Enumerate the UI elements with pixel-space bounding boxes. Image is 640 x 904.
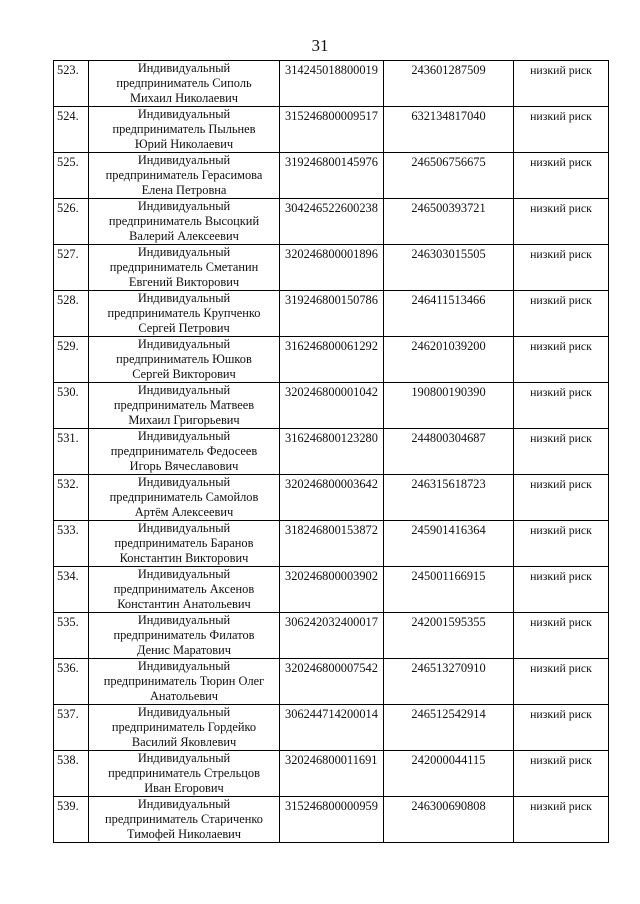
table-row [54,475,609,521]
entrepreneur-name-cell [89,337,280,383]
row-number-cell: 537. [54,705,89,751]
risk-category-cell: низкий риск [514,383,609,429]
entrepreneur-name-line: Индивидуальный [137,153,231,167]
registry-table-body [54,61,609,843]
table-row [54,291,609,337]
entrepreneur-name-line: предприниматель Юшков [116,352,252,366]
ogrn-cell: 316246800061292 [280,337,384,383]
entrepreneur-name-line: предприниматель Аксенов [113,582,255,596]
row-number-cell: 538. [54,751,89,797]
entrepreneur-name-line: предприниматель Баранов [114,536,254,550]
row-number-cell: 530. [54,383,89,429]
ogrn-cell: 314245018800019 [280,61,384,107]
ogrn-cell: 304246522600238 [280,199,384,245]
entrepreneur-name-cell [89,567,280,613]
entrepreneur-name-line: Василий Яковлевич [131,735,237,749]
risk-category-cell: низкий риск [514,199,609,245]
entrepreneur-name-cell [89,291,280,337]
entrepreneur-name-line: Индивидуальный [137,61,231,75]
inn-cell: 632134817040 [384,107,514,153]
entrepreneur-name-line: предприниматель Сиполь [116,76,252,90]
risk-category-cell: низкий риск [514,337,609,383]
risk-category-cell: низкий риск [514,61,609,107]
row-number-cell: 527. [54,245,89,291]
entrepreneur-name-cell [89,521,280,567]
ogrn-cell: 320246800007542 [280,659,384,705]
ogrn-cell: 315246800000959 [280,797,384,843]
ogrn-cell: 306244714200014 [280,705,384,751]
row-number-cell: 534. [54,567,89,613]
table-row [54,429,609,475]
risk-category-cell: низкий риск [514,613,609,659]
inn-cell: 246315618723 [384,475,514,521]
row-number-cell: 524. [54,107,89,153]
row-number-cell: 536. [54,659,89,705]
entrepreneur-name-line: Индивидуальный [137,199,231,213]
entrepreneur-name-line: Евгений Викторович [128,275,240,289]
inn-cell: 246500393721 [384,199,514,245]
entrepreneur-name-line: Индивидуальный [137,797,231,811]
entrepreneur-name-line: Константин Анатольевич [117,597,251,611]
entrepreneur-name-line: Тимофей Николаевич [126,827,242,841]
entrepreneur-name-line: Иван Егорович [144,781,224,795]
inn-cell: 243601287509 [384,61,514,107]
entrepreneur-name-line: предприниматель Пыльнев [112,122,256,136]
entrepreneur-name-line: Индивидуальный [137,429,231,443]
risk-category-cell: низкий риск [514,567,609,613]
entrepreneur-name-line: предприниматель Гордейко [111,720,257,734]
entrepreneur-name-line: Денис Маратович [136,643,231,657]
table-row [54,199,609,245]
registry-table [53,60,609,843]
entrepreneur-name-cell [89,659,280,705]
entrepreneur-name-line: предприниматель Крупченко [107,306,261,320]
entrepreneur-name-line: Юрий Николаевич [134,137,234,151]
entrepreneur-name-line: Индивидуальный [137,521,231,535]
entrepreneur-name-line: Индивидуальный [137,107,231,121]
inn-cell: 246303015505 [384,245,514,291]
row-number-cell: 532. [54,475,89,521]
entrepreneur-name-line: Елена Петровна [141,183,227,197]
entrepreneur-name-line: предприниматель Стрельцов [108,766,260,780]
row-number-cell: 528. [54,291,89,337]
ogrn-cell: 319246800150786 [280,291,384,337]
entrepreneur-name-cell [89,153,280,199]
entrepreneur-name-line: Сергей Петрович [138,321,230,335]
entrepreneur-name-line: Михаил Григорьевич [128,413,240,427]
ogrn-cell: 306242032400017 [280,613,384,659]
entrepreneur-name-line: Сергей Викторович [132,367,236,381]
table-row [54,751,609,797]
risk-category-cell: низкий риск [514,705,609,751]
table-row [54,521,609,567]
entrepreneur-name-cell [89,705,280,751]
risk-category-cell: низкий риск [514,797,609,843]
risk-category-cell: низкий риск [514,153,609,199]
entrepreneur-name-cell [89,107,280,153]
ogrn-cell: 318246800153872 [280,521,384,567]
row-number-cell: 523. [54,61,89,107]
risk-category-cell: низкий риск [514,475,609,521]
entrepreneur-name-line: предприниматель Высоцкий [108,214,260,228]
risk-category-cell: низкий риск [514,429,609,475]
inn-cell: 246506756675 [384,153,514,199]
row-number-cell: 525. [54,153,89,199]
entrepreneur-name-cell [89,797,280,843]
entrepreneur-name-line: Индивидуальный [137,291,231,305]
entrepreneur-name-line: предприниматель Тюрин Олег [103,674,265,688]
entrepreneur-name-line: Игорь Вячеславович [129,459,239,473]
ogrn-cell: 316246800123280 [280,429,384,475]
entrepreneur-name-cell [89,429,280,475]
entrepreneur-name-cell [89,751,280,797]
inn-cell: 246201039200 [384,337,514,383]
ogrn-cell: 320246800003902 [280,567,384,613]
entrepreneur-name-cell [89,61,280,107]
entrepreneur-name-line: Михаил Николаевич [130,91,238,105]
entrepreneur-name-cell [89,475,280,521]
entrepreneur-name-cell [89,613,280,659]
entrepreneur-name-line: предприниматель Стариченко [105,812,263,826]
row-number-cell: 526. [54,199,89,245]
entrepreneur-name-line: предприниматель Сметанин [109,260,259,274]
row-number-cell: 535. [54,613,89,659]
entrepreneur-name-cell [89,199,280,245]
entrepreneur-name-line: Индивидуальный [137,659,231,673]
risk-category-cell: низкий риск [514,659,609,705]
entrepreneur-name-line: Индивидуальный [137,751,231,765]
table-row [54,705,609,751]
table-row [54,567,609,613]
entrepreneur-name-line: Индивидуальный [137,337,231,351]
ogrn-cell: 315246800009517 [280,107,384,153]
risk-category-cell: низкий риск [514,245,609,291]
ogrn-cell: 320246800001896 [280,245,384,291]
inn-cell: 244800304687 [384,429,514,475]
risk-category-cell: низкий риск [514,107,609,153]
inn-cell: 242000044115 [384,751,514,797]
row-number-cell: 539. [54,797,89,843]
entrepreneur-name-line: предприниматель Самойлов [109,490,259,504]
entrepreneur-name-line: Индивидуальный [137,383,231,397]
table-row [54,61,609,107]
page-number: 31 [311,36,329,55]
inn-cell: 246411513466 [384,291,514,337]
table-row [54,797,609,843]
row-number-cell: 533. [54,521,89,567]
risk-category-cell: низкий риск [514,751,609,797]
entrepreneur-name-line: Индивидуальный [137,705,231,719]
ogrn-cell: 320246800003642 [280,475,384,521]
inn-cell: 245001166915 [384,567,514,613]
inn-cell: 246300690808 [384,797,514,843]
table-row [54,107,609,153]
inn-cell: 245901416364 [384,521,514,567]
entrepreneur-name-line: Индивидуальный [137,475,231,489]
entrepreneur-name-line: предприниматель Филатов [113,628,255,642]
table-row [54,659,609,705]
row-number-cell: 531. [54,429,89,475]
row-number-cell: 529. [54,337,89,383]
ogrn-cell: 319246800145976 [280,153,384,199]
table-row [54,337,609,383]
inn-cell: 246512542914 [384,705,514,751]
risk-category-cell: низкий риск [514,521,609,567]
entrepreneur-name-line: Валерий Алексеевич [129,229,239,243]
entrepreneur-name-line: Индивидуальный [137,613,231,627]
entrepreneur-name-line: Константин Викторович [119,551,249,565]
entrepreneur-name-line: предприниматель Матвеев [113,398,255,412]
table-row [54,383,609,429]
table-row [54,245,609,291]
entrepreneur-name-line: Артём Алексеевич [134,505,234,519]
ogrn-cell: 320246800011691 [280,751,384,797]
table-row [54,613,609,659]
entrepreneur-name-line: Анатольевич [149,689,219,703]
table-row [54,153,609,199]
entrepreneur-name-line: Индивидуальный [137,567,231,581]
entrepreneur-name-line: предприниматель Федосеев [110,444,258,458]
ogrn-cell: 320246800001042 [280,383,384,429]
entrepreneur-name-line: Индивидуальный [137,245,231,259]
inn-cell: 242001595355 [384,613,514,659]
inn-cell: 190800190390 [384,383,514,429]
entrepreneur-name-cell [89,383,280,429]
risk-category-cell: низкий риск [514,291,609,337]
entrepreneur-name-cell [89,245,280,291]
inn-cell: 246513270910 [384,659,514,705]
entrepreneur-name-line: предприниматель Герасимова [105,168,263,182]
